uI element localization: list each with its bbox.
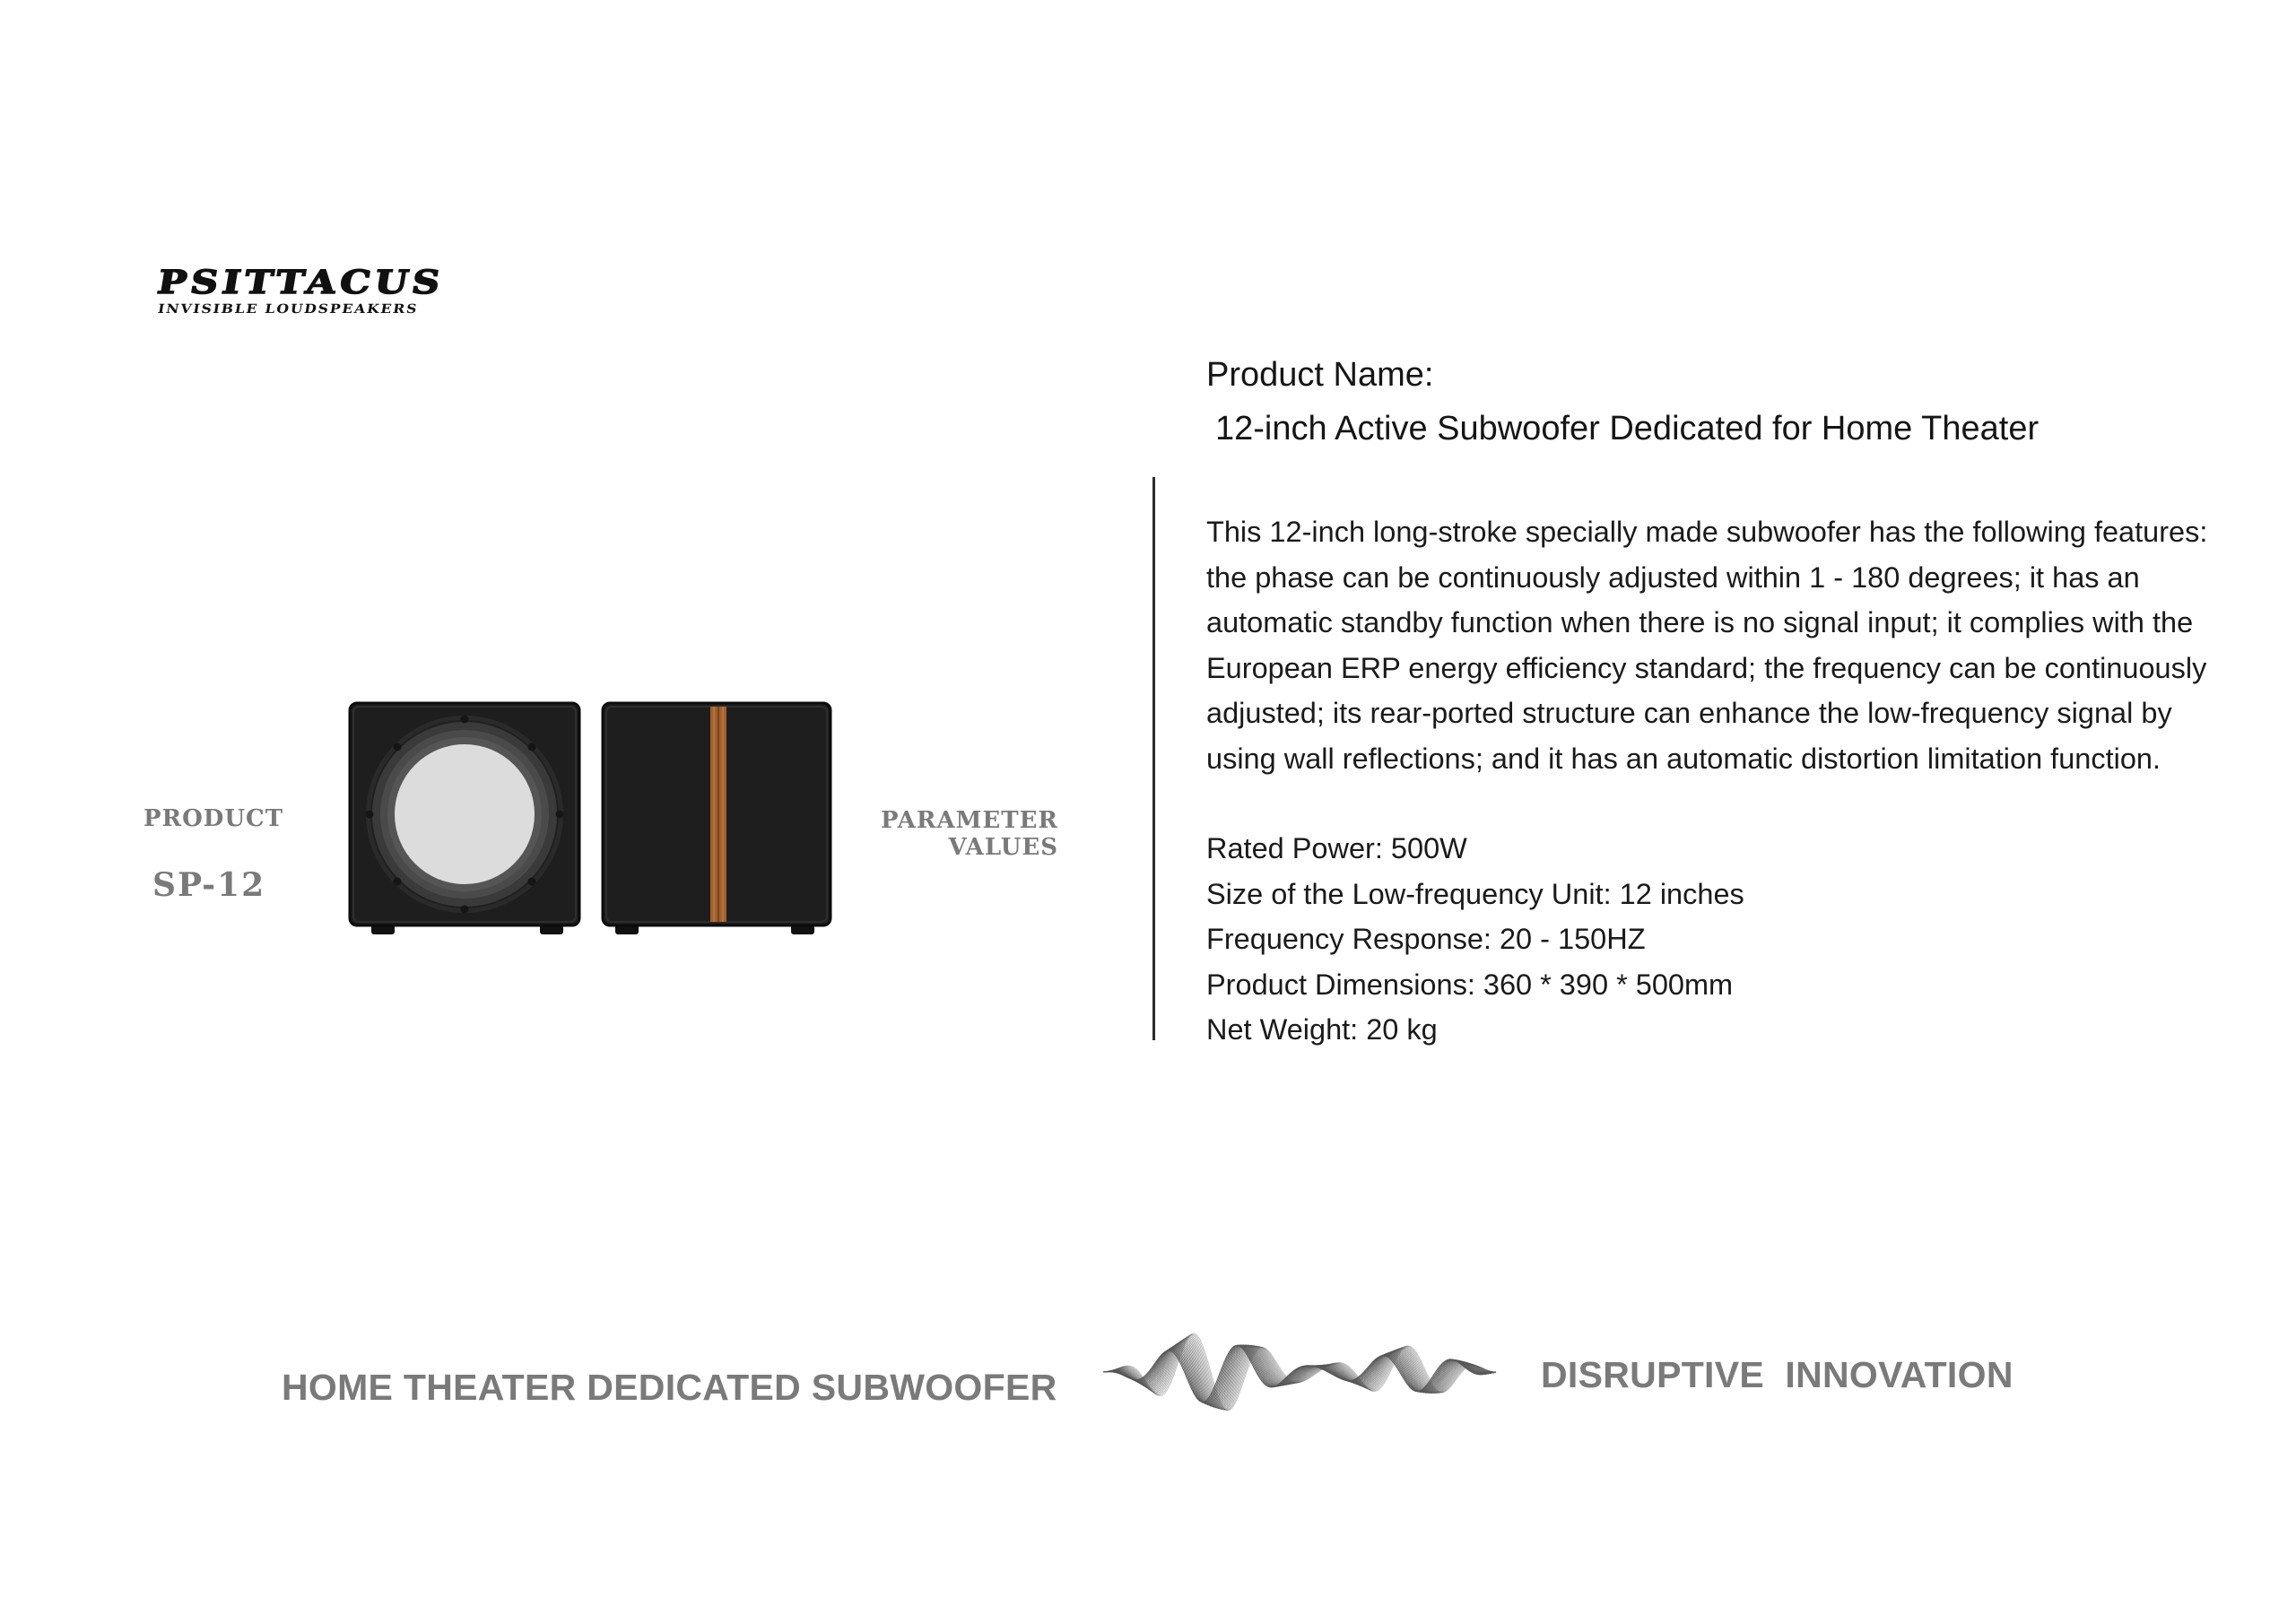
footer-tagline-left: HOME THEATER DEDICATED SUBWOOFER [282, 1367, 1057, 1408]
product-label: PRODUCT [144, 805, 284, 832]
footer-tagline-right: DISRUPTIVE INNOVATION [1541, 1354, 2013, 1395]
spec-list [1206, 826, 2265, 1053]
model-number: SP-12 [152, 866, 266, 904]
product-images [344, 696, 847, 947]
product-description [1206, 509, 2265, 781]
description-line: automatic standby function when there is no signal input; it complies with the [1206, 606, 2194, 638]
parameter-label-line1: PARAMETER [881, 807, 1058, 834]
spec-net-weight: Net Weight: 20 kg [1206, 1013, 1438, 1046]
product-name-block [1206, 348, 2265, 456]
brand-tagline: INVISIBLE LOUDSPEAKERS [156, 302, 420, 317]
sound-wave-graphic [1103, 1282, 1498, 1462]
description-line: the phase can be continuously adjusted within 1 - 180 degrees; it has an [1206, 560, 2140, 594]
parameter-label-line2: VALUES [948, 834, 1058, 861]
description-line: using wall reflections; and it has an automatic distortion limitation function. [1206, 742, 2161, 775]
subwoofer-front-view [350, 703, 579, 934]
description-line: European ERP energy efficiency standard; the frequency can be continuously [1206, 651, 2207, 684]
spec-frequency-response: Frequency Response: 20 - 150HZ [1206, 923, 1646, 955]
parameter-values-label [861, 807, 1058, 861]
brand-name: PSITTACUS [154, 264, 448, 301]
product-name-value: 12-inch Active Subwoofer Dedicated for Home Theater [1215, 410, 2039, 447]
spec-unit-size: Size of the Low-frequency Unit: 12 inches [1206, 877, 1744, 910]
spec-dimensions: Product Dimensions: 360 * 390 * 500mm [1206, 968, 1734, 1001]
brand-logo [154, 264, 448, 317]
spec-rated-power: Rated Power: 500W [1206, 832, 1467, 864]
vertical-divider [1152, 477, 1155, 1040]
description-line: This 12-inch long-stroke specially made subwoofer has the following features: [1206, 516, 2208, 548]
product-name-label: Product Name: [1206, 356, 1434, 394]
subwoofer-side-view [603, 703, 831, 934]
description-line: adjusted; its rear-ported structure can enhance the low-frequency signal by [1206, 697, 2172, 729]
